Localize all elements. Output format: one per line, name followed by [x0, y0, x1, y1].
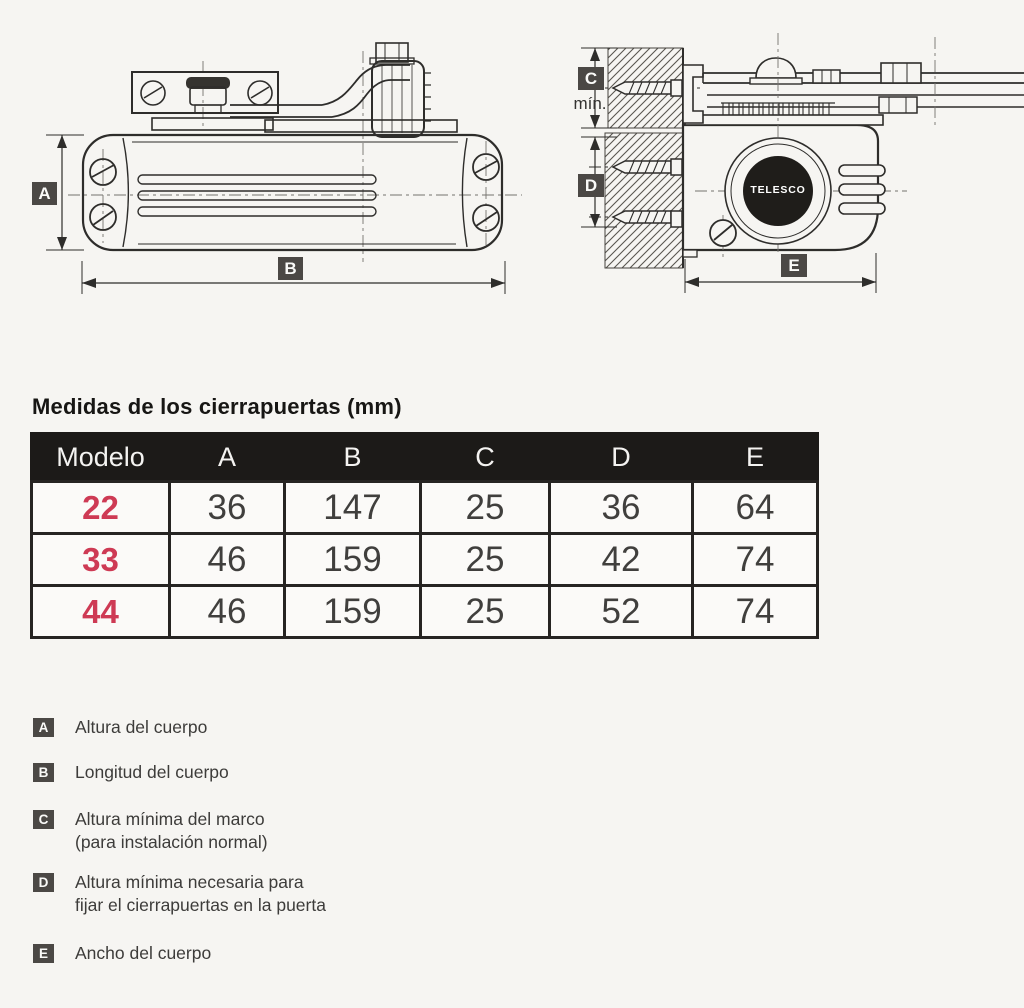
legend-text-line: fijar el cierrapuertas en la puerta	[75, 895, 326, 915]
table-header-c: C	[421, 434, 550, 482]
table-cell: 36	[550, 482, 693, 534]
legend-item	[33, 761, 326, 784]
table-header-row	[32, 434, 818, 482]
valve-screw	[710, 220, 736, 246]
legend-text	[75, 808, 268, 854]
dim-d-label: D	[578, 174, 604, 197]
legend-text-line: Altura mínima del marco	[75, 809, 265, 829]
dim-e-label: E	[781, 254, 807, 277]
table-header-modelo: Modelo	[32, 434, 170, 482]
table-cell-model: 44	[32, 586, 170, 638]
table-header-a: A	[170, 434, 285, 482]
table-header-b: B	[285, 434, 421, 482]
table-cell: 74	[693, 586, 818, 638]
legend-key-badge: D	[33, 873, 54, 892]
legend-item	[33, 808, 326, 854]
table-cell: 64	[693, 482, 818, 534]
body-ribs	[839, 165, 885, 214]
centerlines	[68, 51, 522, 262]
legend-text-line: Altura del cuerpo	[75, 717, 208, 737]
legend-key-badge: B	[33, 763, 54, 782]
dim-a-label: A	[32, 182, 57, 205]
legend-key-badge: E	[33, 944, 54, 963]
legend-text	[75, 716, 207, 739]
table-cell: 159	[285, 534, 421, 586]
legend-item	[33, 871, 326, 917]
dimension-legend	[33, 716, 326, 965]
table-cell: 159	[285, 586, 421, 638]
legend-key-badge: C	[33, 810, 54, 829]
brand-logo-text: TELESCO	[750, 184, 806, 196]
legend-text-line: Altura mínima necesaria para	[75, 872, 304, 892]
legend-item	[33, 942, 326, 965]
table-cell: 25	[421, 586, 550, 638]
legend-item	[33, 716, 326, 739]
table-cell: 52	[550, 586, 693, 638]
table-cell: 46	[170, 586, 285, 638]
dim-c-min-label: mín.	[573, 94, 607, 113]
table-row	[32, 534, 818, 586]
legend-text-line: (para instalación normal)	[75, 832, 268, 852]
legend-text	[75, 871, 326, 917]
dim-c-label: C	[578, 67, 604, 90]
side-view-line-art	[20, 25, 530, 305]
table-cell: 25	[421, 534, 550, 586]
table-row	[32, 482, 818, 534]
table-cell: 147	[285, 482, 421, 534]
table-cell: 46	[170, 534, 285, 586]
legend-key-badge: A	[33, 718, 54, 737]
table-row	[32, 586, 818, 638]
table-cell: 42	[550, 534, 693, 586]
dimensions-table	[30, 432, 819, 639]
table-cell-model: 22	[32, 482, 170, 534]
table-cell: 74	[693, 534, 818, 586]
legend-text	[75, 942, 211, 965]
page-title: Medidas de los cierrapuertas (mm)	[32, 394, 402, 419]
door-closer-section-view-drawing	[545, 25, 1024, 305]
dim-b-label: B	[278, 257, 303, 280]
door-closer-side-view-drawing	[20, 25, 530, 305]
legend-text-line: Longitud del cuerpo	[75, 762, 229, 782]
table-cell-model: 33	[32, 534, 170, 586]
legend-text	[75, 761, 229, 784]
closer-body-and-arm	[83, 43, 502, 250]
table-header-d: D	[550, 434, 693, 482]
table-cell: 25	[421, 482, 550, 534]
legend-text-line: Ancho del cuerpo	[75, 943, 212, 963]
table-header-e: E	[693, 434, 818, 482]
table-cell: 36	[170, 482, 285, 534]
